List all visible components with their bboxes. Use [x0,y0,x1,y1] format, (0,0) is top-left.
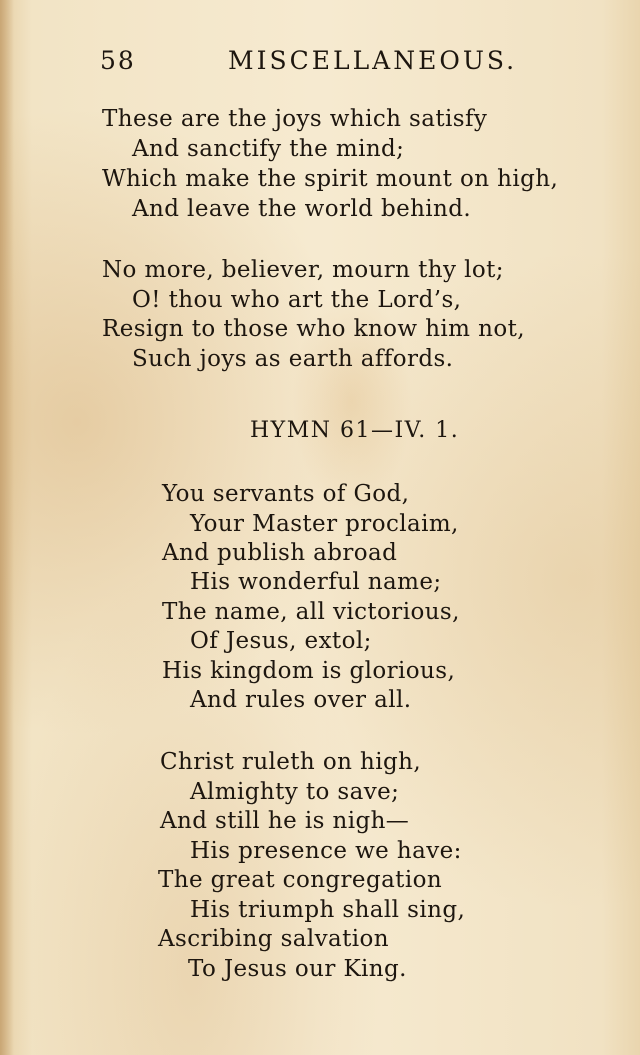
verse-line: Almighty to save; [190,779,400,805]
page-number: 58 [100,46,136,75]
verse-line: No more, believer, mourn thy lot; [102,257,504,283]
verse-line: His presence we have: [190,838,462,864]
verse-line: O! thou who art the Lord’s, [132,287,462,313]
verse-line: Resign to those who know him not, [102,316,525,342]
verse-line: You servants of God, [162,481,410,507]
verse-line: Which make the spirit mount on high, [102,166,559,192]
verse-line: And rules over all. [190,687,412,713]
verse-line: And publish abroad [162,540,398,566]
verse-line: These are the joys which satisfy [102,106,488,132]
verse-line: Of Jesus, extol; [190,628,372,654]
verse-line: The great congregation [158,867,443,893]
verse-line: His wonderful name; [190,569,442,595]
verse-line: Christ ruleth on high, [160,749,422,775]
verse-line: Your Master proclaim, [190,511,459,537]
page-header [100,46,520,80]
verse-line: His triumph shall sing, [190,897,466,923]
verse-line: The name, all victorious, [162,599,460,625]
verse-line: Ascribing salvation [158,926,390,952]
verse-line: And still he is nigh— [160,808,410,834]
verse-line: And sanctify the mind; [132,136,405,162]
verse-line: His kingdom is glorious, [162,658,456,684]
running-head: MISCELLANEOUS. [228,46,518,75]
verse-line: To Jesus our King. [188,956,407,982]
page-edge-shadow [0,0,14,1055]
verse-line: Such joys as earth affords. [132,346,454,372]
verse-line: And leave the world behind. [132,196,472,222]
hymn-title: HYMN 61—IV. 1. [250,418,460,443]
